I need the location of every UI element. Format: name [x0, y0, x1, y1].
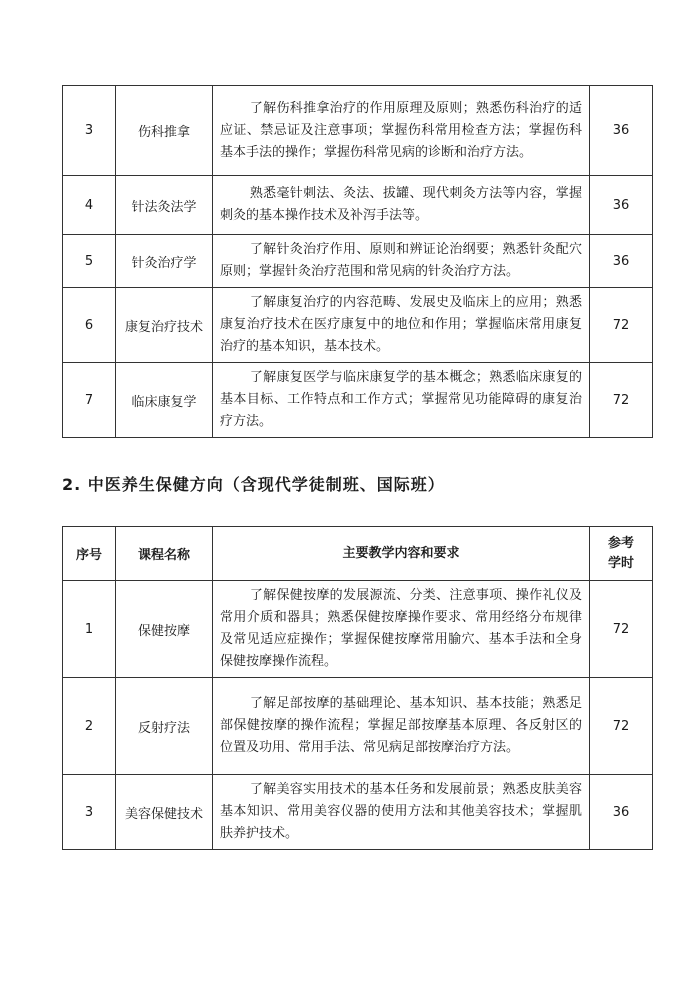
row-number: 2	[63, 678, 116, 775]
table-row	[63, 86, 653, 176]
course-table-1	[62, 85, 653, 438]
course-name: 针灸治疗学	[116, 235, 213, 288]
course-content	[213, 775, 590, 850]
table-header-row	[63, 527, 653, 581]
course-content-text: 了解足部按摩的基础理论、基本知识、基本技能；熟悉足部保健按摩的操作流程；掌握足部按摩基本原理、各反射区的位置及功用、常用手法、常见病足部按摩治疗方法。	[220, 696, 582, 755]
course-hours: 36	[590, 235, 653, 288]
row-number: 6	[63, 288, 116, 363]
course-content	[213, 176, 590, 235]
row-number: 4	[63, 176, 116, 235]
course-hours: 72	[590, 363, 653, 438]
course-name: 针法灸法学	[116, 176, 213, 235]
course-hours: 36	[590, 176, 653, 235]
row-number: 5	[63, 235, 116, 288]
course-content	[213, 678, 590, 775]
course-content-text: 了解针灸治疗作用、原则和辨证论治纲要；熟悉针灸配穴原则；掌握针灸治疗范围和常见病的针灸治疗方法。	[220, 242, 582, 279]
header-hours-line1: 参考	[607, 535, 634, 551]
course-content-text: 了解保健按摩的发展源流、分类、注意事项、操作礼仪及常用介质和器具；熟悉保健按摩操作要求、常用经络分布规律及常见适应症操作；掌握保健按摩常用腧穴、基本手法和全身保健按摩操作流程。	[220, 588, 582, 669]
course-name: 康复治疗技术	[116, 288, 213, 363]
header-course-name: 课程名称	[116, 527, 213, 581]
row-number: 3	[63, 775, 116, 850]
row-number: 1	[63, 581, 116, 678]
course-hours: 36	[590, 775, 653, 850]
course-content-text: 了解美容实用技术的基本任务和发展前景；熟悉皮肤美容基本知识、常用美容仪器的使用方法和其他美容技术；掌握肌肤养护技术。	[220, 782, 582, 841]
row-number: 3	[63, 86, 116, 176]
course-name: 反射疗法	[116, 678, 213, 775]
section-title: 2. 中医养生保健方向（含现代学徒制班、国际班）	[62, 475, 445, 494]
course-content	[213, 581, 590, 678]
course-content-text: 了解伤科推拿治疗的作用原理及原则；熟悉伤科治疗的适应证、禁忌证及注意事项；掌握伤科常用检查方法；掌握伤科基本手法的操作；掌握伤科常见病的诊断和治疗方法。	[220, 100, 582, 160]
header-content: 主要教学内容和要求	[213, 527, 590, 581]
course-content	[213, 363, 590, 438]
table-row	[63, 288, 653, 363]
table-row	[63, 235, 653, 288]
header-number: 序号	[63, 527, 116, 581]
course-content-text: 熟悉毫针刺法、灸法、拔罐、现代刺灸方法等内容，掌握刺灸的基本操作技术及补泻手法等。	[220, 186, 582, 223]
course-table-2	[62, 526, 653, 850]
table-row	[63, 363, 653, 438]
course-name: 美容保健技术	[116, 775, 213, 850]
table-row	[63, 775, 653, 850]
header-hours-line2: 学时	[607, 555, 634, 571]
course-hours: 72	[590, 678, 653, 775]
course-content	[213, 288, 590, 363]
table-row	[63, 176, 653, 235]
table-row	[63, 678, 653, 775]
course-hours: 72	[590, 581, 653, 678]
course-name: 保健按摩	[116, 581, 213, 678]
course-content	[213, 235, 590, 288]
header-hours	[590, 527, 653, 581]
course-name: 伤科推拿	[116, 86, 213, 176]
course-name: 临床康复学	[116, 363, 213, 438]
course-hours: 72	[590, 288, 653, 363]
course-content-text: 了解康复治疗的内容范畴、发展史及临床上的应用；熟悉康复治疗技术在医疗康复中的地位和作用；掌握临床常用康复治疗的基本知识，基本技术。	[220, 295, 582, 354]
course-content-text: 了解康复医学与临床康复学的基本概念；熟悉临床康复的基本目标、工作特点和工作方式；掌握常见功能障碍的康复治疗方法。	[220, 370, 582, 429]
course-content	[213, 86, 590, 176]
course-hours: 36	[590, 86, 653, 176]
table-row	[63, 581, 653, 678]
row-number: 7	[63, 363, 116, 438]
